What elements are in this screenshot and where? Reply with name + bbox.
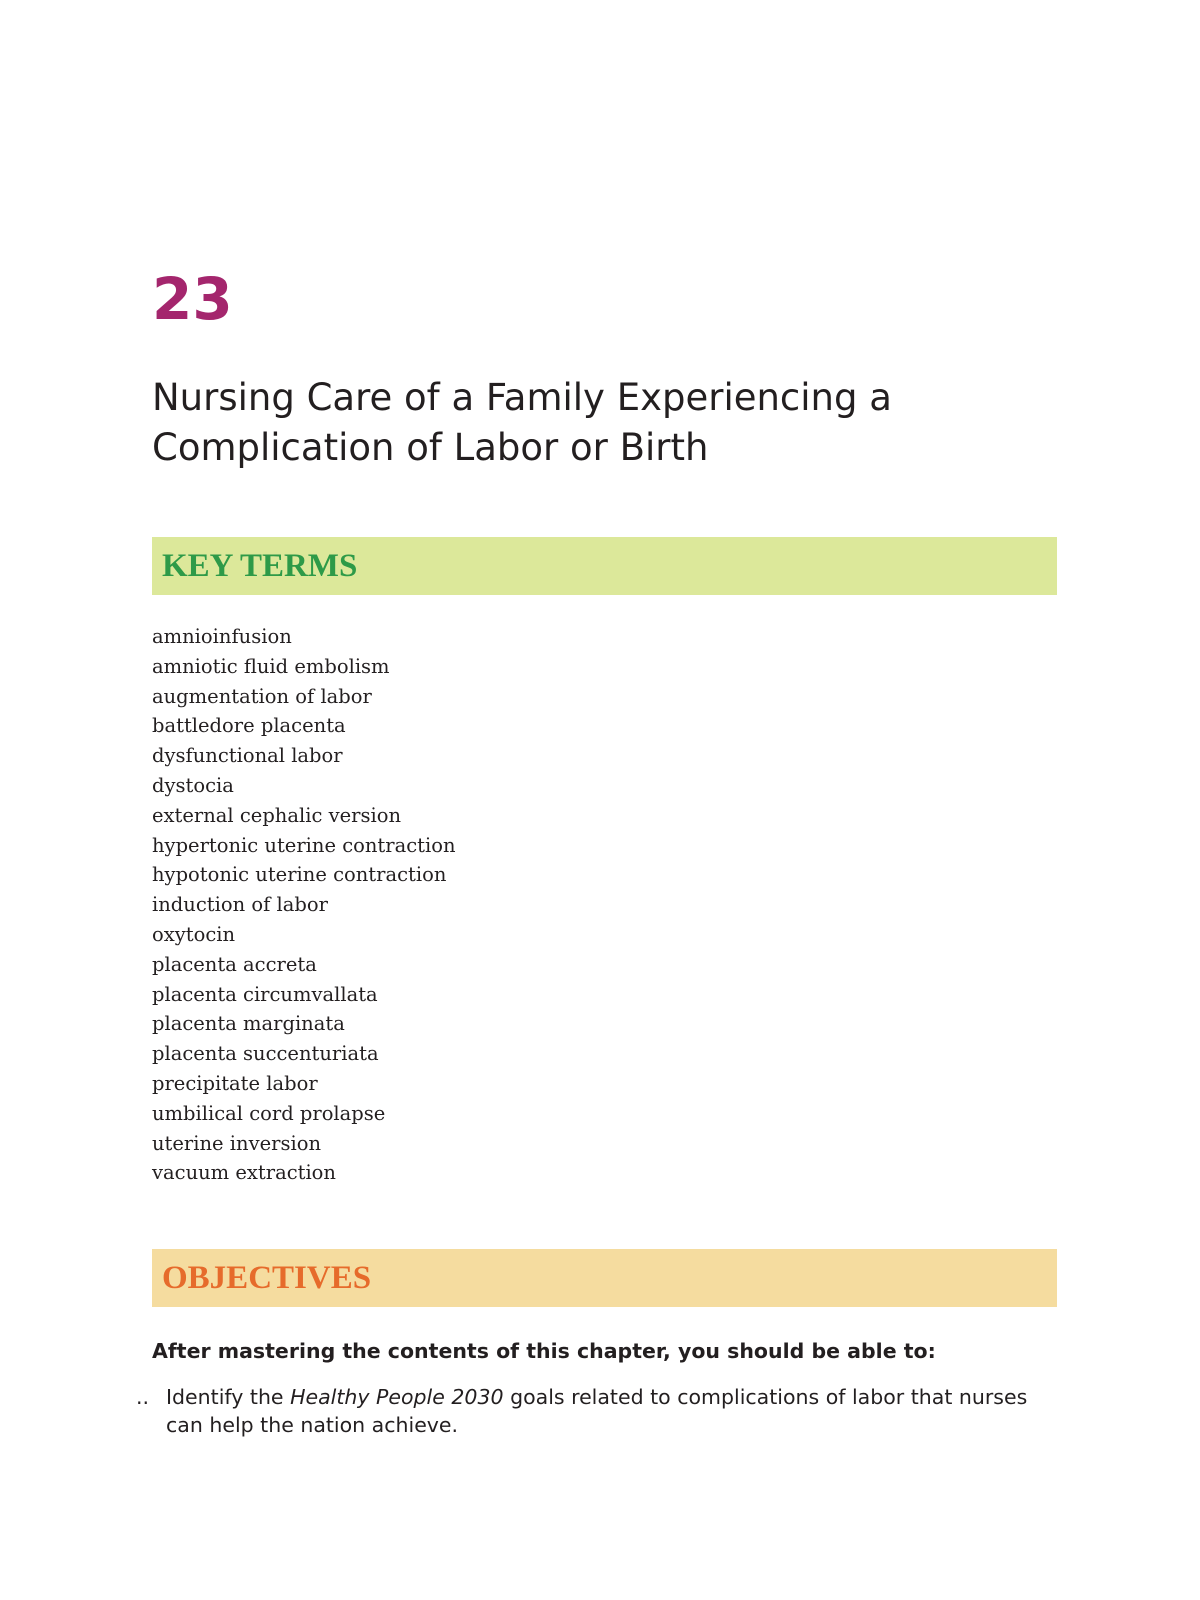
key-term: umbilical cord prolapse — [152, 1101, 386, 1125]
key-terms-heading: KEY TERMS — [162, 547, 358, 584]
objective-emphasis: Healthy People 2030 — [290, 1385, 504, 1409]
key-term: placenta circumvallata — [152, 982, 378, 1006]
key-term: placenta accreta — [152, 952, 317, 976]
key-term: augmentation of labor — [152, 684, 372, 708]
key-terms-banner — [152, 537, 1057, 595]
key-term: precipitate labor — [152, 1071, 318, 1095]
key-term: battledore placenta — [152, 714, 346, 738]
objectives-list — [136, 1383, 1066, 1439]
bullet-icon: .. — [136, 1385, 150, 1409]
objective-text-end: goals related to complications of labor that nurses can help the nation achieve. — [166, 1385, 1028, 1437]
key-term: hypotonic uterine contraction — [152, 863, 447, 887]
key-term: amnioinfusion — [152, 625, 292, 648]
objective-text-start: Identify the — [166, 1385, 291, 1409]
key-term: hypertonic uterine contraction — [152, 833, 456, 857]
objectives-intro: After mastering the contents of this chapter, you should be able to: — [152, 1339, 936, 1363]
chapter-number: 23 — [152, 265, 233, 333]
objectives-heading: OBJECTIVES — [162, 1259, 372, 1296]
key-term: placenta marginata — [152, 1012, 345, 1036]
key-term: induction of labor — [152, 893, 328, 917]
key-term: uterine inversion — [152, 1131, 322, 1155]
key-terms-list — [152, 622, 456, 1188]
objectives-banner — [152, 1249, 1057, 1307]
key-term: external cephalic version — [152, 803, 401, 827]
chapter-title: Nursing Care of a Family Experiencing a Complication of Labor or Birth — [152, 376, 892, 469]
key-term: amniotic fluid embolism — [152, 654, 390, 678]
key-term: placenta succenturiata — [152, 1042, 379, 1066]
objective-item — [136, 1383, 1066, 1439]
key-term: dystocia — [152, 773, 234, 797]
key-term: dysfunctional labor — [152, 744, 343, 768]
key-term: oxytocin — [152, 922, 236, 946]
key-term: vacuum extraction — [152, 1161, 336, 1185]
